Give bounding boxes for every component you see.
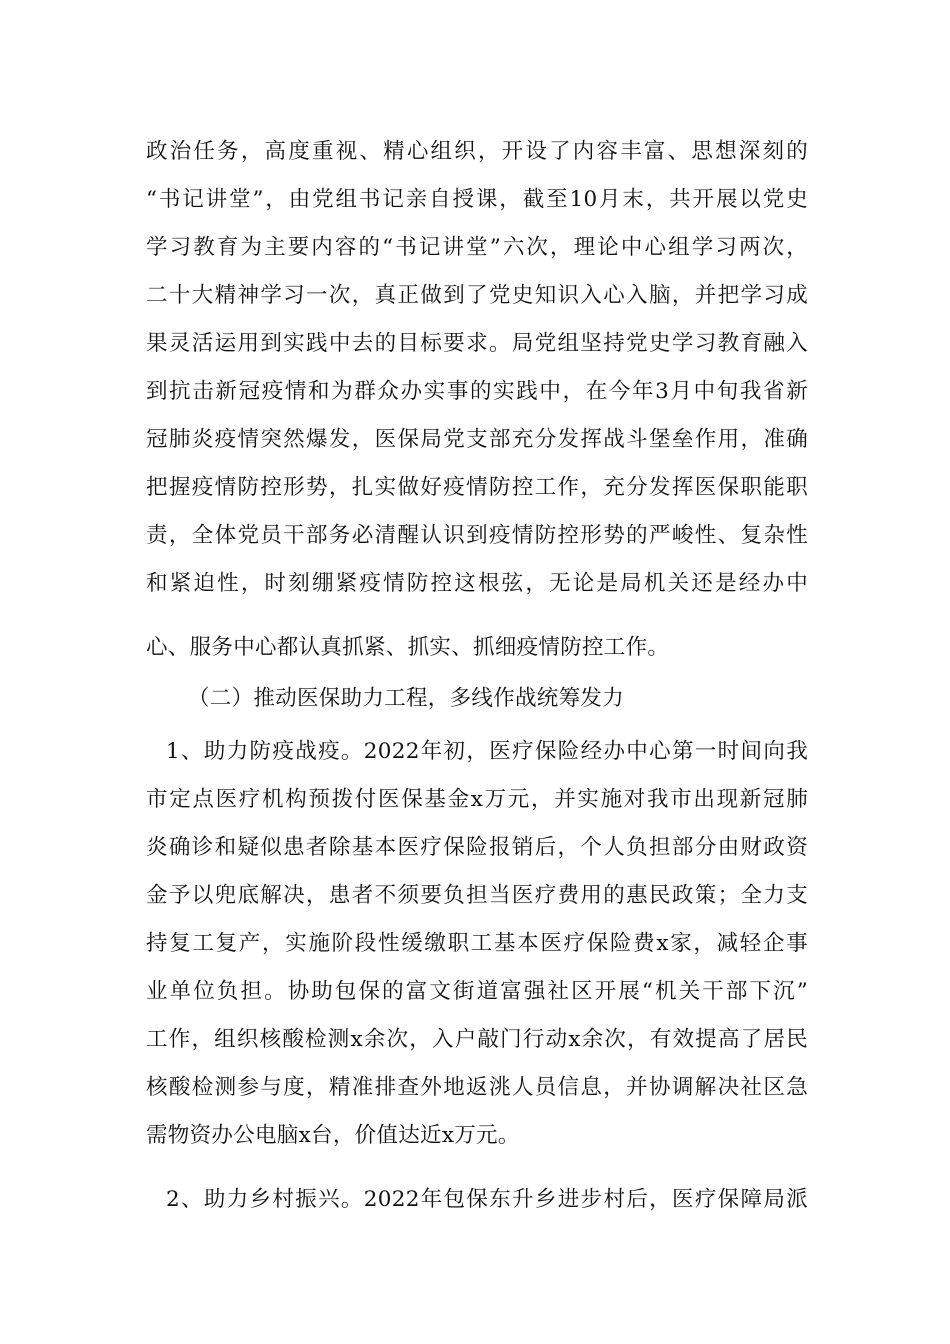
body-text-line: 二十大精神学习一次，真正做到了党史知识入心入脑，并把学习成 bbox=[146, 283, 808, 308]
body-text-line: 责，全体党员干部务必清醒认识到疫情防控形势的严峻性、复杂性 bbox=[146, 523, 808, 548]
section-heading: （二）推动医保助力工程，多线作战统筹发力 bbox=[188, 686, 625, 711]
body-text-line: 冠肺炎疫情突然爆发，医保局党支部充分发挥战斗堡垒作用，准确 bbox=[146, 427, 808, 452]
body-text-line: 业单位负担。协助包保的富文街道富强社区开展“机关干部下沉” bbox=[146, 979, 808, 1004]
body-text-line: 政治任务，高度重视、精心组织，开设了内容丰富、思想深刻的 bbox=[146, 139, 808, 164]
body-text-line: 1、助力防疫战疫。2022年初，医疗保险经办中心第一时间向我 bbox=[166, 739, 808, 764]
body-text-line: 工作，组织核酸检测x余次，入户敲门行动x余次，有效提高了居民 bbox=[146, 1027, 808, 1052]
body-text-line: 市定点医疗机构预拨付医保基金x万元，并实施对我市出现新冠肺 bbox=[146, 787, 808, 812]
body-text-line: “书记讲堂”，由党组书记亲自授课，截至10月末，共开展以党史 bbox=[146, 187, 808, 212]
body-text-line: 和紧迫性，时刻绷紧疫情防控这根弦，无论是局机关还是经办中 bbox=[146, 571, 808, 596]
body-text-line: 金予以兜底解决，患者不须要负担当医疗费用的惠民政策；全力支 bbox=[146, 883, 808, 908]
body-text-line: 果灵活运用到实践中去的目标要求。局党组坚持党史学习教育融入 bbox=[146, 331, 808, 356]
body-text-line: 到抗击新冠疫情和为群众办实事的实践中，在今年3月中旬我省新 bbox=[146, 379, 808, 404]
body-text-line: 炎确诊和疑似患者除基本医疗保险报销后，个人负担部分由财政资 bbox=[146, 835, 808, 860]
body-text-line: 2、助力乡村振兴。2022年包保东升乡进步村后，医疗保障局派 bbox=[166, 1187, 808, 1212]
body-text-line: 核酸检测参与度，精准排查外地返洮人员信息，并协调解决社区急 bbox=[146, 1075, 808, 1100]
body-text-line: 需物资办公电脑x台，价值达近x万元。 bbox=[146, 1123, 520, 1148]
body-text-line: 持复工复产，实施阶段性缓缴职工基本医疗保险费x家，减轻企事 bbox=[146, 931, 808, 956]
body-text-line: 心、服务中心都认真抓紧、抓实、抓细疫情防控工作。 bbox=[146, 635, 670, 660]
body-text-line: 把握疫情防控形势，扎实做好疫情防控工作，充分发挥医保职能职 bbox=[146, 475, 808, 500]
body-text-line: 学习教育为主要内容的“书记讲堂”六次，理论中心组学习两次， bbox=[146, 235, 808, 260]
